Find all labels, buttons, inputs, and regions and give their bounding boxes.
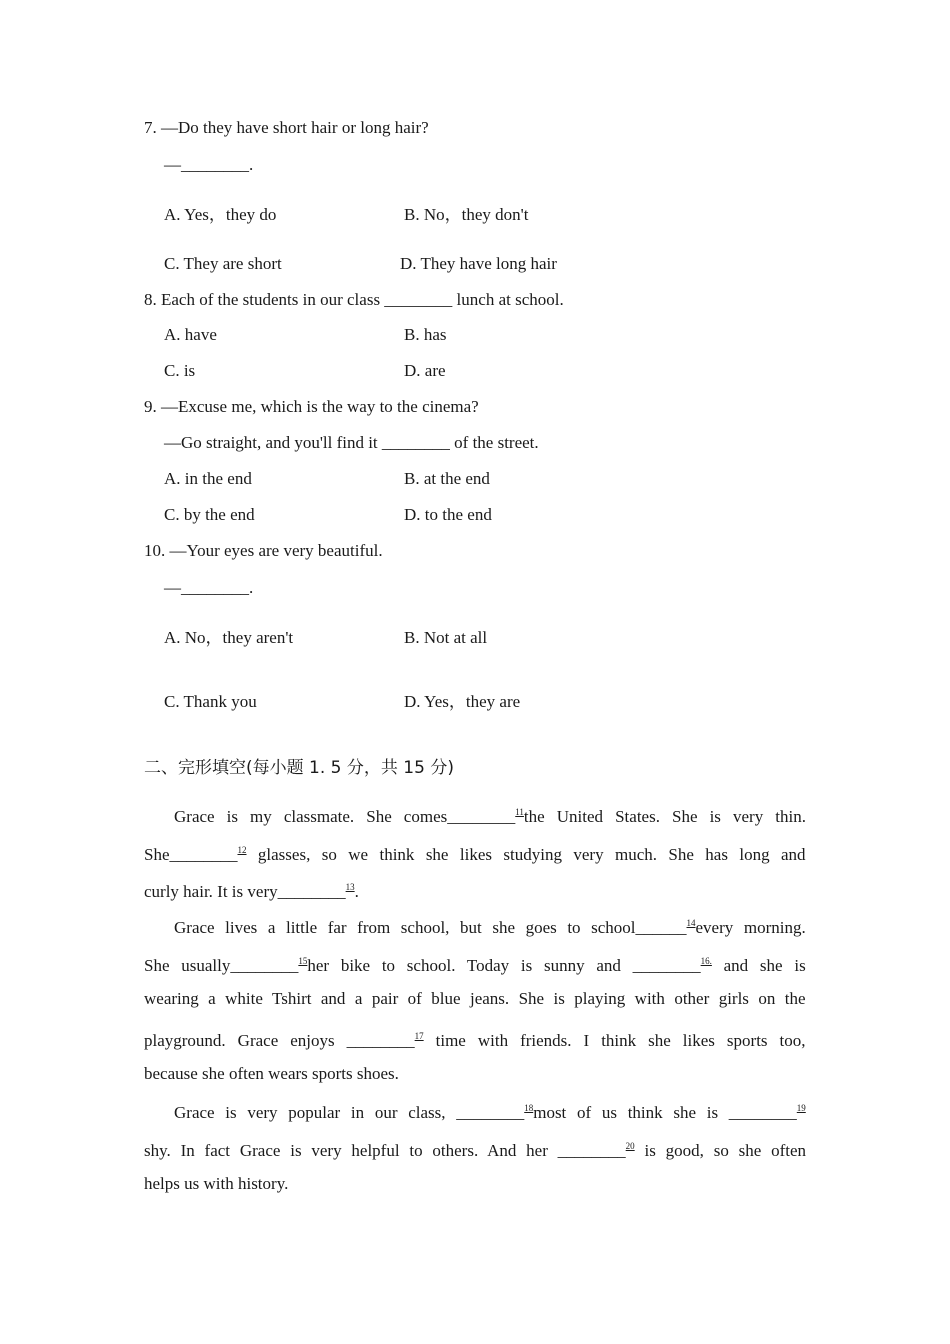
question-7-option-a[interactable]: A. Yes，they do bbox=[164, 205, 277, 224]
blank-number: 20 bbox=[625, 1140, 635, 1151]
question-10-option-c[interactable]: C. Thank you bbox=[164, 692, 257, 711]
question-9-stem bbox=[144, 397, 479, 417]
passage-line: She________$^{12}$ glasses, so we think she likes studying very much. She has long and bbox=[144, 844, 806, 864]
blank-number: 15 bbox=[298, 955, 308, 966]
question-9-option-c[interactable]: C. by the end bbox=[164, 505, 255, 524]
blank-number: 19 bbox=[796, 1103, 806, 1113]
passage-paragraph-1 bbox=[144, 794, 806, 907]
question-text: Each of the students in our class ________ lunch at school. bbox=[161, 290, 564, 309]
question-7-option-d[interactable]: D. They have long hair bbox=[400, 254, 557, 273]
question-number: 9. bbox=[144, 397, 157, 416]
passage-line: wearing a white Tshirt and a pair of blue jeans. She is playing with other girls on the bbox=[144, 989, 806, 1008]
passage-line: Grace lives a little far from school, but she goes to school______$^{14}$every morning. bbox=[174, 918, 806, 937]
question-7-reply: —________. bbox=[164, 155, 254, 174]
question-10-stem bbox=[144, 541, 383, 561]
question-9-option-b[interactable]: B. at the end bbox=[404, 469, 490, 488]
passage-line: Grace is very popular in our class, ________$^{18}$most of us think she is ________$^{19}$ bbox=[174, 1103, 806, 1122]
question-7-stem bbox=[144, 118, 429, 138]
blank-number: 11 bbox=[515, 807, 524, 817]
section-title: 二、完形填空(每小题 1. 5 分，共 15 分) bbox=[144, 758, 454, 778]
question-number: 7. bbox=[144, 118, 157, 137]
question-9-option-a[interactable]: A. in the end bbox=[164, 469, 252, 488]
question-number: 10. bbox=[144, 541, 166, 560]
blank-number: 18 bbox=[524, 1103, 534, 1113]
passage-line: curly hair. It is very________$^{13}$. bbox=[144, 882, 359, 901]
passage-line: playground. Grace enjoys ________$^{17}$ time with friends. I think she likes sports too, bbox=[144, 1030, 806, 1050]
blank-number: 16. bbox=[700, 955, 712, 966]
passage-paragraph-2 bbox=[144, 905, 806, 1093]
question-7-option-c[interactable]: C. They are short bbox=[164, 254, 282, 273]
question-10-option-d[interactable]: D. Yes，they are bbox=[404, 692, 521, 711]
blank-number: 12 bbox=[237, 844, 247, 855]
question-9-option-d[interactable]: D. to the end bbox=[404, 505, 492, 524]
question-8-option-a[interactable]: A. have bbox=[164, 325, 217, 344]
passage-line: helps us with history. bbox=[144, 1174, 289, 1193]
question-text: —Excuse me, which is the way to the cinema? bbox=[161, 397, 479, 416]
question-10-reply: —________. bbox=[164, 578, 254, 597]
blank-number: 17 bbox=[414, 1030, 424, 1041]
question-10-option-b[interactable]: B. Not at all bbox=[404, 628, 488, 647]
passage-line: Grace is my classmate. She comes________$^{11}$the United States. She is very thin. bbox=[174, 807, 806, 826]
passage-line: She usually________$^{15}$her bike to school. Today is sunny and ________$^{16.}$ and she is bbox=[144, 955, 806, 975]
question-text: —Your eyes are very beautiful. bbox=[169, 541, 383, 560]
question-text: —Do they have short hair or long hair? bbox=[161, 118, 429, 137]
question-10-option-a[interactable]: A. No，they aren't bbox=[164, 628, 294, 647]
question-8-stem bbox=[144, 290, 564, 310]
question-number: 8. bbox=[144, 290, 157, 309]
blank-number: 14 bbox=[686, 918, 696, 928]
question-9-reply: —Go straight, and you'll find it ________ of the street. bbox=[164, 433, 539, 452]
passage-line: shy. In fact Grace is very helpful to others. And her ________$^{20}$ is good, so she often bbox=[144, 1140, 807, 1160]
blank-number: 13 bbox=[345, 882, 355, 892]
question-7-option-b[interactable]: B. No，they don't bbox=[404, 205, 529, 224]
question-8-option-d[interactable]: D. are bbox=[404, 361, 446, 380]
question-8-option-b[interactable]: B. has bbox=[404, 325, 447, 344]
passage-paragraph-3 bbox=[144, 1090, 806, 1203]
passage-line: because she often wears sports shoes. bbox=[144, 1064, 399, 1083]
question-8-option-c[interactable]: C. is bbox=[164, 361, 196, 380]
